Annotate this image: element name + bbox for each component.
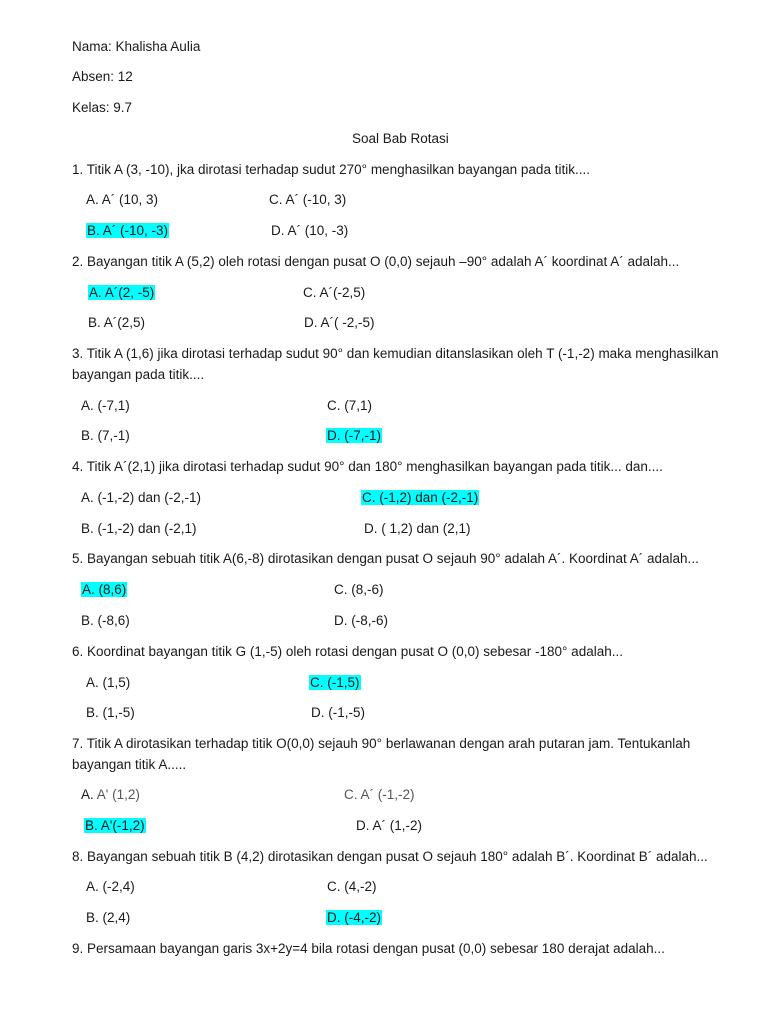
question-3-line-1: 3. Titik A (1,6) jika dirotasi terhadap sudut 90° dan kemudian ditanslasikan oleh T (-1,-2) maka menghasilkan [72, 346, 719, 361]
q3-option-d-answer: D. (-7,-1) [327, 428, 381, 443]
q8-option-b: B. (2,4) [86, 910, 131, 925]
student-absen: Absen: 12 [72, 69, 133, 84]
q1-option-c: C. A´ (-10, 3) [269, 192, 347, 207]
q8-option-c: C. (4,-2) [327, 879, 377, 894]
q1-option-b-answer: B. A´ (-10, -3) [87, 223, 169, 238]
q8-option-a: A. (-2,4) [86, 879, 135, 894]
question-6: 6. Koordinat bayangan titik G (1,-5) oleh rotasi dengan pusat O (0,0) sebesar -180° adalah... [72, 644, 623, 659]
q4-option-c-answer: C. (-1,2) dan (-2,-1) [362, 490, 479, 505]
q1-option-a: A. A´ (10, 3) [86, 192, 159, 207]
q3-option-c: C. (7,1) [327, 398, 373, 413]
question-3-line-2: bayangan pada titik.... [72, 367, 205, 382]
q6-option-c-answer: C. (-1,5) [310, 675, 360, 690]
q1-option-d: D. A´ (10, -3) [271, 223, 349, 238]
question-8: 8. Bayangan sebuah titik B (4,2) dirotasikan dengan pusat O sejauh 180° adalah B´. Koordinat B´ adalah... [72, 849, 708, 864]
q2-option-c: C. A´(-2,5) [303, 285, 366, 300]
q4-option-b: B. (-1,-2) dan (-2,1) [81, 521, 197, 536]
question-9: 9. Persamaan bayangan garis 3x+2y=4 bila rotasi dengan pusat (0,0) sebesar 180 derajat adalah... [72, 941, 665, 956]
question-1: 1. Titik A (3, -10), jka dirotasi terhadap sudut 270° menghasilkan bayangan pada titik.... [72, 162, 590, 177]
question-7-line-1: 7. Titik A dirotasikan terhadap titik O(0,0) sejauh 90° berlawanan dengan arah putaran jam. Tentukanlah [72, 736, 691, 751]
question-2: 2. Bayangan titik A (5,2) oleh rotasi dengan pusat O (0,0) sejauh –90° adalah A´ koordinat A´ adalah... [72, 254, 680, 269]
q4-option-a: A. (-1,-2) dan (-2,-1) [81, 490, 202, 505]
q5-option-c: C. (8,-6) [334, 582, 384, 597]
question-5: 5. Bayangan sebuah titik A(6,-8) dirotasikan dengan pusat O sejauh 90° adalah A´. Koordinat A´ adalah... [72, 551, 699, 566]
q7-option-d: D. A´ (1,-2) [356, 818, 423, 833]
student-kelas: Kelas: 9.7 [72, 100, 133, 115]
page-title: Soal Bab Rotasi [352, 131, 449, 146]
question-7-line-2: bayangan titik A..... [72, 757, 187, 772]
q5-option-a-answer: A. (8,6) [82, 582, 127, 597]
student-name: Nama: Khalisha Aulia [72, 39, 201, 54]
q7-option-c: C. A´ (-1,-2) [344, 787, 415, 802]
q5-option-b: B. (-8,6) [81, 613, 130, 628]
q7-option-a-prefix: A. [81, 787, 97, 802]
q6-option-d: D. (-1,-5) [311, 705, 365, 720]
q2-option-a-answer: A. A´(2, -5) [89, 285, 155, 300]
q2-option-b: B. A´(2,5) [88, 315, 146, 330]
q6-option-b: B. (1,-5) [86, 705, 135, 720]
q6-option-a: A. (1,5) [86, 675, 131, 690]
q7-option-b-answer: B. A'(-1,2) [85, 818, 145, 833]
q7-option-a [81, 786, 140, 804]
q8-option-d-answer: D. (-4,-2) [327, 910, 381, 925]
q3-option-a: A. (-7,1) [81, 398, 130, 413]
q7-option-a-value: A' (1,2) [96, 787, 140, 802]
q2-option-d: D. A´( -2,-5) [304, 315, 375, 330]
q3-option-b: B. (7,-1) [81, 428, 130, 443]
question-4: 4. Titik A´(2,1) jika dirotasi terhadap sudut 90° dan 180° menghasilkan bayangan pada titik... dan.... [72, 459, 663, 474]
q4-option-d: D. ( 1,2) dan (2,1) [364, 521, 471, 536]
q5-option-d: D. (-8,-6) [334, 613, 388, 628]
